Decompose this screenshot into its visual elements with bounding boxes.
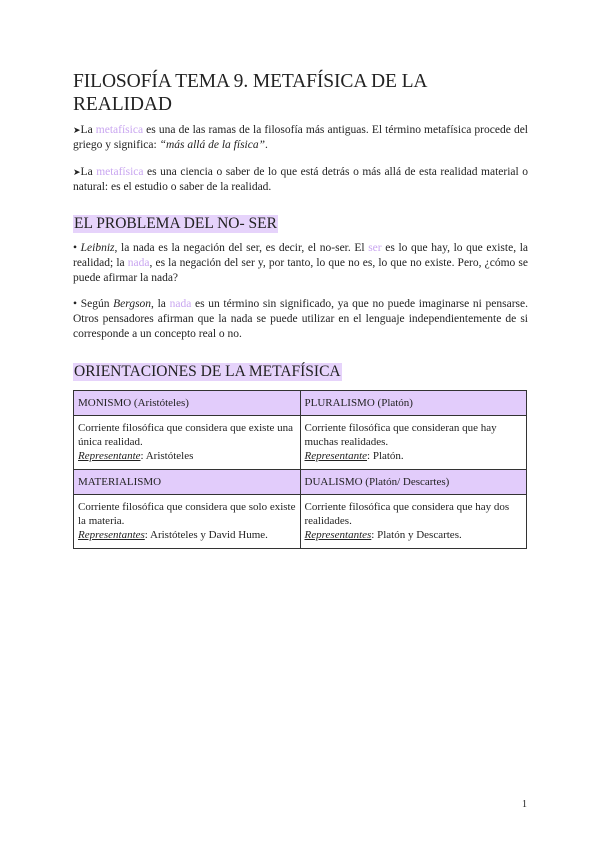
- table-row: [74, 494, 527, 548]
- intro-paragraph-1: ➤La metafísica es una de las ramas de la filosofía más antiguas. El término metafísica procede del griego y significa: “más allá de la física”.: [73, 123, 528, 151]
- quote: “más allá de la física”: [159, 138, 265, 151]
- arrow-bullet-icon: ➤: [73, 124, 81, 135]
- representative-label: Representante: [78, 449, 141, 462]
- representative-label: Representantes: [78, 528, 145, 541]
- arrow-bullet-icon: ➤: [73, 166, 81, 177]
- orientaciones-table: [73, 390, 527, 549]
- table-cell: Corriente filosófica que considera que solo existe la materia. Representantes: Aristóteles y David Hume.: [74, 494, 301, 548]
- intro-paragraph-2: ➤La metafísica es una ciencia o saber de lo que está detrás o más allá de esta realidad material o natural: es el estudio o saber de la realidad.: [73, 165, 528, 193]
- table-header-cell: PLURALISMO (Platón): [300, 390, 527, 415]
- table-row: [74, 415, 527, 469]
- table-row: [74, 469, 527, 494]
- page-title: FILOSOFÍA TEMA 9. METAFÍSICA DE LA REALIDAD: [73, 71, 427, 116]
- representative-label: Representantes: [304, 528, 372, 541]
- table-header-cell: DUALISMO (Platón/ Descartes): [300, 469, 527, 494]
- highlight-term: metafísica: [96, 165, 144, 178]
- document-page: [73, 70, 528, 549]
- table-cell: Corriente filosófica que consideran que hay muchas realidades. Representante: Platón.: [300, 415, 527, 469]
- bergson-paragraph: • Según Bergson, la nada es un término sin significado, ya que no puede imaginarse ni pensarse. Otros pensadores afirman que la nada se puede utilizar en el lenguaje independientemente de si corresponde a un concepto real o no.: [73, 297, 528, 340]
- author-name: Leibniz: [80, 241, 115, 254]
- table-cell: Corriente filosófica que considera que existe una única realidad. Representante: Aristóteles: [74, 415, 301, 469]
- highlight-term: nada: [169, 297, 192, 310]
- highlight-term: nada: [127, 256, 150, 269]
- section-heading-orientaciones: ORIENTACIONES DE LA METAFÍSICA: [74, 362, 341, 380]
- leibniz-paragraph: • Leibniz, la nada es la negación del ser, es decir, el no-ser. El ser es lo que hay, lo que existe, la realidad; la nada, es la negación del ser y, por tanto, lo que no es, lo que no existe. Pero, ¿cómo se puede afirmar la nada?: [73, 241, 528, 284]
- table-header-cell: MONISMO (Aristóteles): [74, 390, 301, 415]
- bullet-icon: •: [73, 297, 78, 310]
- table-row: [74, 390, 527, 415]
- table-header-cell: MATERIALISMO: [74, 469, 301, 494]
- page-number: 1: [522, 799, 527, 810]
- bullet-icon: •: [73, 241, 78, 254]
- highlight-term: metafísica: [95, 123, 144, 136]
- highlight-term: ser: [368, 241, 382, 254]
- table-cell: Corriente filosófica que considera que hay dos realidades. Representantes: Platón y Descartes.: [300, 494, 527, 548]
- section-heading-no-ser: EL PROBLEMA DEL NO- SER: [74, 214, 277, 232]
- representative-label: Representante: [304, 449, 368, 462]
- author-name: Bergson: [113, 297, 152, 310]
